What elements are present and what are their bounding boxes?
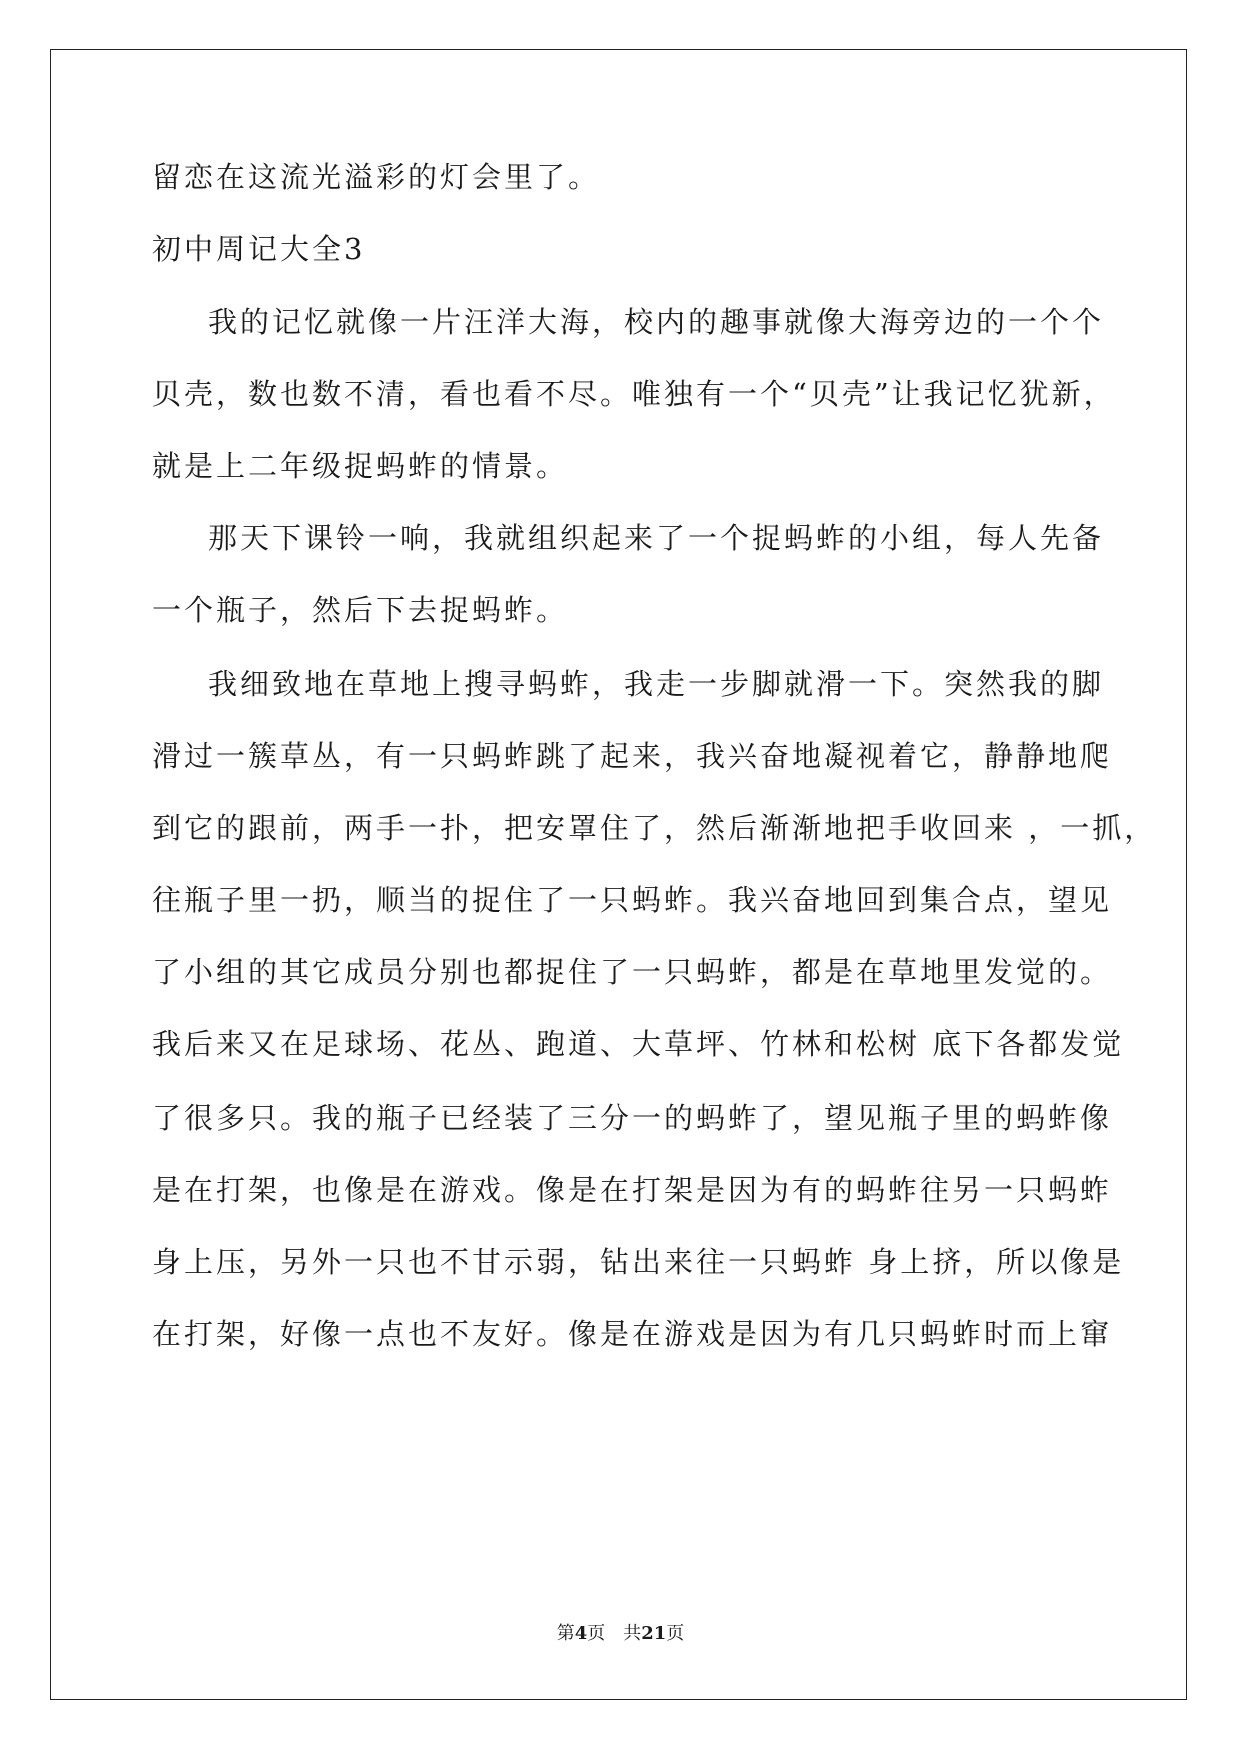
total-pages: 21: [641, 1623, 667, 1644]
page-number: 4: [574, 1623, 588, 1644]
text-line: 我后来又在足球场、花丛、跑道、大草坪、竹林和松树 底下各都发觉: [152, 1027, 1125, 1061]
text-line: 是在打架，也像是在游戏。像是在打架是因为有的蚂蚱往另一只蚂蚱: [152, 1173, 1113, 1207]
text-line: 我的记忆就像一片汪洋大海，校内的趣事就像大海旁边的一个个: [208, 305, 1105, 339]
text-line: 留恋在这流光溢彩的灯会里了。: [152, 160, 601, 194]
page-suffix: 页: [587, 1623, 606, 1644]
text-line: 往瓶子里一扔，顺当的捉住了一只蚂蚱。我兴奋地回到集合点，望见: [152, 883, 1113, 917]
text-line: 一个瓶子，然后下去捉蚂蚱。: [152, 593, 569, 627]
section-heading: 初中周记大全3: [152, 232, 366, 266]
text-line: 身上压，另外一只也不甘示弱，钻出来往一只蚂蚱 身上挤，所以像是: [152, 1245, 1125, 1279]
page-border: [50, 49, 1187, 1700]
text-line: 贝壳，数也数不清，看也看不尽。唯独有一个“贝壳”让我记忆犹新，: [152, 377, 1116, 411]
text-line: 我细致地在草地上搜寻蚂蚱，我走一步脚就滑一下。突然我的脚: [208, 667, 1105, 701]
page-footer: [0, 1622, 1241, 1646]
text-line: 那天下课铃一响，我就组织起来了一个捉蚂蚱的小组，每人先备: [208, 521, 1105, 555]
total-prefix: 共: [623, 1623, 642, 1644]
page-prefix: 第: [556, 1623, 575, 1644]
total-suffix: 页: [666, 1623, 685, 1644]
text-line: 就是上二年级捉蚂蚱的情景。: [152, 449, 569, 483]
text-line: 了很多只。我的瓶子已经装了三分一的蚂蚱了，望见瓶子里的蚂蚱像: [152, 1101, 1113, 1135]
text-line: 滑过一簇草丛，有一只蚂蚱跳了起来，我兴奋地凝视着它，静静地爬: [152, 739, 1113, 773]
text-line: 在打架，好像一点也不友好。像是在游戏是因为有几只蚂蚱时而上窜: [152, 1317, 1113, 1351]
text-line: 了小组的其它成员分别也都捉住了一只蚂蚱，都是在草地里发觉的。: [152, 955, 1113, 989]
text-line: 到它的跟前，两手一扑，把安罩住了，然后渐渐地把手收回来 ，一抓，: [152, 811, 1157, 845]
